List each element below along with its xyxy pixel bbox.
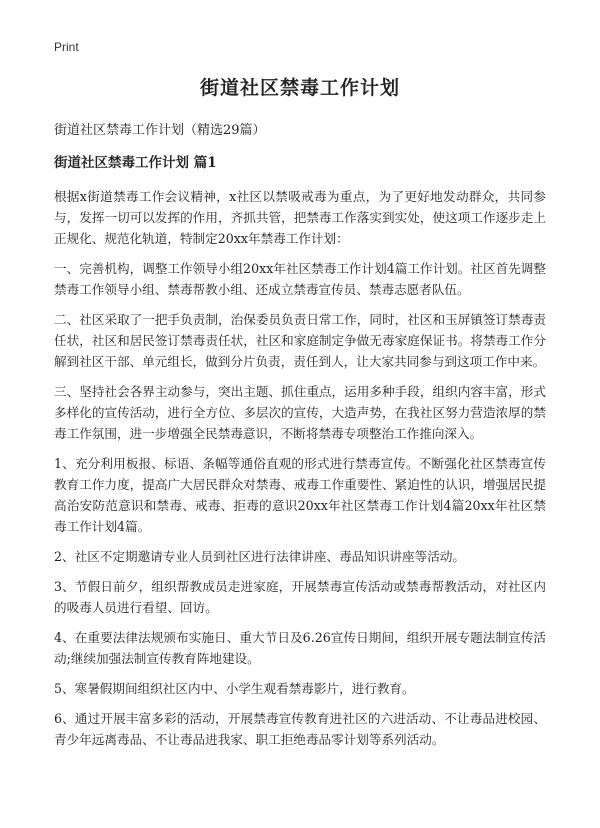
- paragraph-sub-5: 5、寒暑假期间组织社区内中、小学生观看禁毒影片，进行教育。: [54, 681, 415, 696]
- paragraph-sub-6: 6、通过开展丰富多彩的活动，开展禁毒宣传教育进社区的六进活动、不让毒品进校园、青少年远离毒品、不让毒品进我家、职工拒绝毒品零计划等系列活动。: [54, 711, 546, 747]
- paragraph-sub-1: 1、充分利用板报、标语、条幅等通俗直观的形式进行禁毒宣传。不断强化社区禁毒宣传教育工作力度，提高广大居民群众对禁毒、戒毒工作重要性、紧迫性的认识，增强居民提高治安防范意识和禁毒、戒毒、拒毒的意识20xx年社区禁毒工作计划4篇20xx年社区禁毒工作计划4篇。: [54, 456, 546, 534]
- paragraph-item-2: 二、社区采取了一把手负责制，治保委员负责日常工作，同时，社区和玉屏镇签订禁毒责任状，社区和居民签订禁毒责任状，社区和家庭制定争做无毒家庭保证书。将禁毒工作分解到社区干部、单元组长，做到分片负责，责任到人，让大家共同参与到这项工作中来。: [54, 312, 546, 369]
- print-label[interactable]: Print: [54, 40, 79, 54]
- document-subtitle: 街道社区禁毒工作计划（精选29篇）: [54, 123, 266, 138]
- paragraph-sub-4: 4、在重要法律法规颁布实施日、重大节日及6.26宣传日期间，组织开展专题法制宣传活动;继续加强法制宣传教育阵地建设。: [54, 630, 546, 666]
- section-heading: 街道社区禁毒工作计划 篇1: [54, 155, 217, 171]
- paragraph-sub-3: 3、节假日前夕，组织帮教成员走进家庭，开展禁毒宣传活动或禁毒帮教活动，对社区内的吸毒人员进行看望、回访。: [54, 579, 546, 615]
- paragraph-item-1: 一、完善机构，调整工作领导小组20xx年社区禁毒工作计划4篇工作计划。社区首先调整禁毒工作领导小组、禁毒帮教小组、还成立禁毒宣传员、禁毒志愿者队伍。: [54, 261, 546, 297]
- paragraph-item-3: 三、坚持社会各界主动参与，突出主题、抓住重点，运用多种手段，组织内容丰富，形式多样化的宣传活动，进行全方位、多层次的宣传，大造声势，在我社区努力营造浓厚的禁毒工作氛围，进一步增强全民禁毒意识，不断将禁毒专项整治工作推向深入。: [54, 384, 546, 441]
- document-title: 街道社区禁毒工作计划: [199, 77, 400, 99]
- paragraph-sub-2: 2、社区不定期邀请专业人员到社区进行法律讲座、毒品知识讲座等活动。: [54, 549, 466, 564]
- paragraph-intro: 根据x街道禁毒工作会议精神，x社区以禁吸戒毒为重点，为了更好地发动群众，共同参与，发挥一切可以发挥的作用，齐抓共管，把禁毒工作落实到实处，使这项工作逐步走上正规化、规范化轨道，特制定20xx年禁毒工作计划：: [54, 189, 546, 246]
- document-body: [54, 186, 546, 750]
